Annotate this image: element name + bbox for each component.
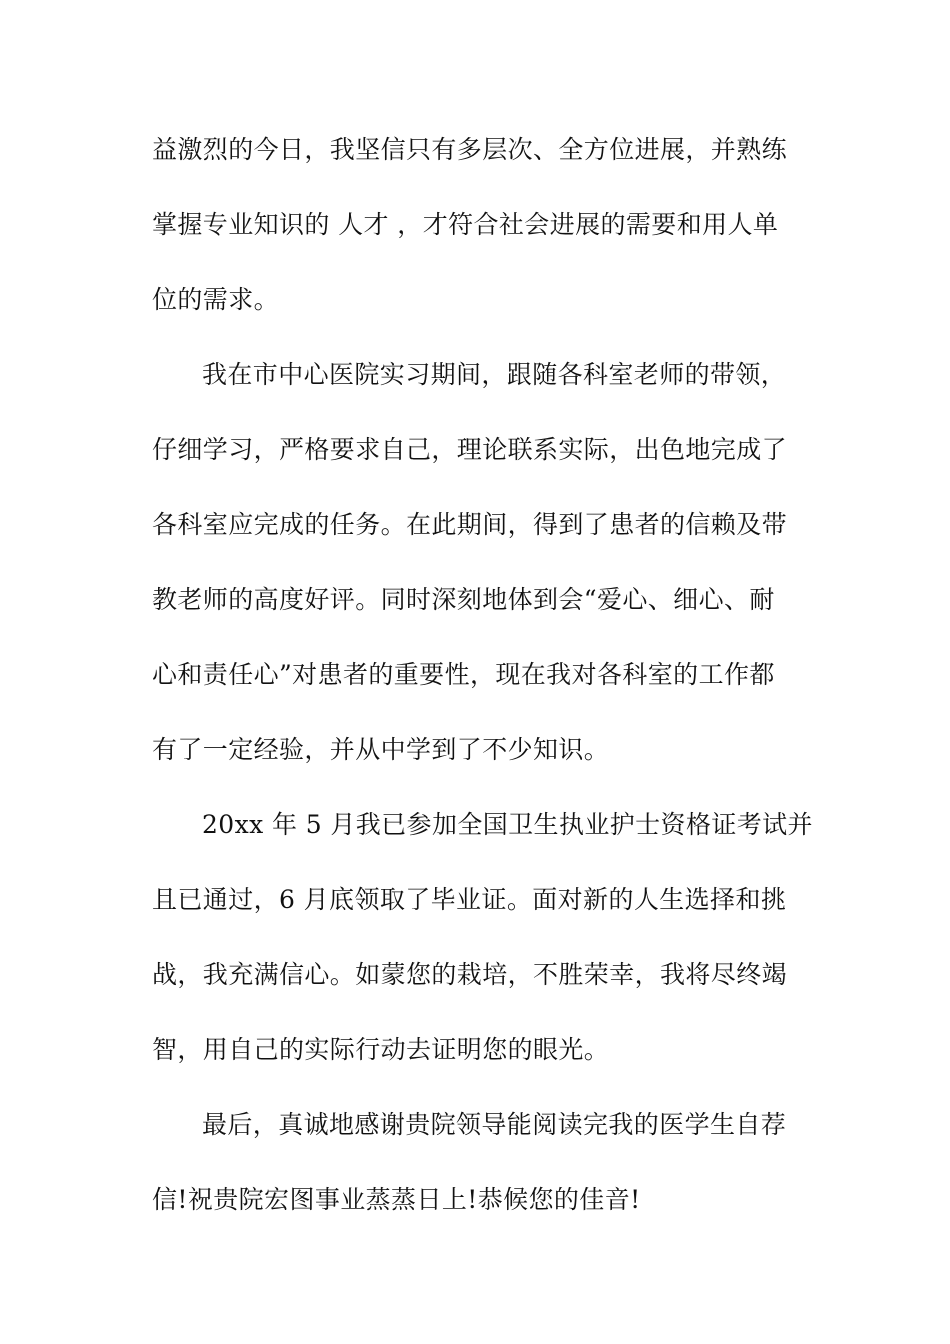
text-line: 仔细学习，严格要求自己，理论联系实际，出色地完成了 [152,435,788,464]
text-line: 位的需求。 [152,285,280,314]
text-line: 心和责任心”对患者的重要性，现在我对各科室的工作都 [152,660,775,689]
paragraph-first-line: 20xx 年 5 月我已参加全国卫生执业护士资格证考试并 [202,810,813,839]
text-line: 且已通过，6 月底领取了毕业证。面对新的人生选择和挑 [152,885,787,914]
text-line: 智，用自己的实际行动去证明您的眼光。 [152,1035,610,1064]
text-line: 各科室应完成的任务。在此期间，得到了患者的信赖及带 [152,510,788,539]
text-line: 益激烈的今日，我坚信只有多层次、全方位进展，并熟练 [152,135,788,164]
text-line: 教老师的高度好评。同时深刻地体到会“爱心、细心、耐 [152,585,775,614]
text-line: 信!祝贵院宏图事业蒸蒸日上!恭候您的佳音! [152,1185,641,1214]
text-line: 战，我充满信心。如蒙您的栽培，不胜荣幸，我将尽终竭 [152,960,788,989]
paragraph-first-line: 最后，真诚地感谢贵院领导能阅读完我的医学生自荐 [202,1110,787,1139]
paragraph-first-line: 我在市中心医院实习期间，跟随各科室老师的带领， [202,360,787,389]
text-line: 有了一定经验，并从中学到了不少知识。 [152,735,610,764]
text-line: 掌握专业知识的 人才 ，才符合社会进展的需要和用人单 [152,210,779,239]
